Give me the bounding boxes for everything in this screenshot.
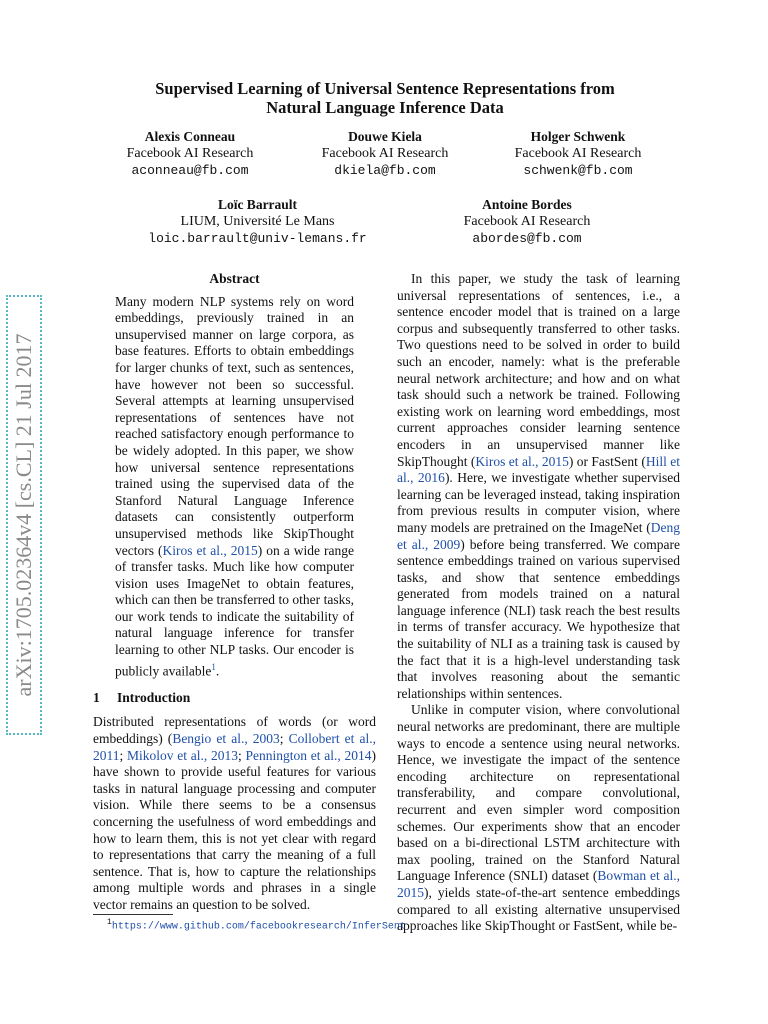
body-text: ). Here, we investigate whether supervised learning can be leveraged instead, taking inspiration from previous results in computer vision, where many models are pretrained on the ImageNet ( <box>397 470 681 535</box>
author-email: schwenk@fb.com <box>523 163 633 178</box>
arxiv-identifier: arXiv:1705.02364v4 [cs.CL] 21 Jul 2017 <box>11 333 36 697</box>
body-paragraph <box>397 702 680 934</box>
author-email: dkiela@fb.com <box>334 163 436 178</box>
arxiv-stamp <box>6 295 42 735</box>
citation-link[interactable]: Pennington et al., 2014 <box>245 747 372 763</box>
intro-paragraph <box>93 714 376 913</box>
citation-link[interactable]: Bengio et al., 2003 <box>172 730 280 746</box>
author-name: Antoine Bordes <box>482 197 572 212</box>
author-email: aconneau@fb.com <box>131 163 249 178</box>
citation-link[interactable]: Deng et al., 2009 <box>397 519 680 552</box>
citation-link[interactable]: Bowman et al., 2015 <box>397 868 680 900</box>
author-name: Holger Schwenk <box>530 129 626 144</box>
citation-link[interactable]: Kiros et al., 2015 <box>475 453 569 469</box>
footnote-rule <box>93 914 173 915</box>
body-text: ) before being transferred. We compare sentence embeddings trained on various supervised tasks, and show that sentence embeddings generated from models trained on a natural language inference (NLI) task reach the best results in terms of transfer accuracy. We hypothesize that the suitability of NLI as a training task is caused by the fact that it is a high-level understanding task that involves reasoning about the semantic relationships within sentences. <box>397 536 680 701</box>
footnote-marker[interactable]: 1 <box>211 661 216 672</box>
left-column <box>93 271 376 913</box>
section-title: Introduction <box>117 689 191 705</box>
citation-link[interactable]: Collobert et al., 2011 <box>93 730 376 763</box>
footnote-number: 1 <box>107 918 112 927</box>
body-text: Unlike in computer vision, where convolutional neural networks are predominant, there are multiple ways to encode a sentence using neural networks. Hence, we investigate the impact of the sentence encoding architecture on representational transferability, and compare convolutional, recurrent and even simpler word composition schemes. Our experiments show that an encoder based on a bi-directional LSTM architecture with max pooling, trained on the Stanford Natural Language Inference (SNLI) dataset ( <box>397 702 680 884</box>
citation-link[interactable]: Hill et al., 2016 <box>397 453 680 486</box>
abstract-text: Many modern NLP systems rely on word embeddings, previously trained in an unsupervised manner on large corpora, as base features. Efforts to obtain embeddings for larger chunks of text, such as sentences, have however not been so successful. Several attempts at learning unsupervised representations of sentences have not reached satisfactory enough performance to be widely adopted. In this paper, we show how universal sentence representations trained using the supervised data of the Stanford Natural Language Inference datasets can consistently outperform unsupervised methods like SkipThought vectors ( <box>115 293 354 558</box>
intro-text: ; <box>119 747 127 763</box>
intro-text: ; <box>279 730 289 746</box>
abstract-text: ) on a wide range of transfer tasks. Much like how computer vision uses ImageNet to obtain features, which can then be transferred to other tasks, our work tends to indicate the suitability of natural language inference for transfer learning to other NLP tasks. Our encoder is publicly available <box>115 542 354 679</box>
author-affiliation: Facebook AI Research <box>321 146 449 161</box>
author-email: abordes@fb.com <box>472 231 582 246</box>
author-name: Alexis Conneau <box>144 129 236 144</box>
paper-title-line-2: Natural Language Inference Data <box>266 98 504 117</box>
body-text: ) or FastSent ( <box>568 453 646 469</box>
author-block <box>492 128 664 179</box>
paper-title-line-1: Supervised Learning of Universal Sentence Representations from <box>155 79 615 98</box>
author-affiliation: LIUM, Université Le Mans <box>180 214 335 229</box>
citation-link[interactable]: Kiros et al., 2015 <box>162 542 258 558</box>
intro-text: Distributed representations of words (or word embeddings) ( <box>93 714 376 746</box>
intro-text: ; <box>237 747 246 763</box>
author-name: Douwe Kiela <box>348 129 422 144</box>
paper-title <box>80 79 690 117</box>
abstract-text: . <box>215 663 220 679</box>
author-affiliation: Facebook AI Research <box>126 146 254 161</box>
author-name: Loïc Barrault <box>217 197 298 212</box>
author-affiliation: Facebook AI Research <box>514 146 642 161</box>
author-block <box>105 128 275 179</box>
body-text: ), yields state-of-the-art sentence embeddings compared to all existing alternative unsupervised approaches like SkipThought or FastSent, while be- <box>397 884 680 934</box>
body-text: In this paper, we study the task of learning universal representations of sentences, i.e., a sentence encoder model that is trained on a large corpus and subsequently transferred to other tasks. Two questions need to be solved in order to build such an encoder, namely: what is the preferable neural network architecture; and how and on what task should such a network be trained. Following existing work on learning word embeddings, most current approaches consider learning sentence encoders in an unsupervised manner like SkipThought ( <box>397 271 680 469</box>
author-block <box>120 196 395 247</box>
author-block <box>300 128 470 179</box>
footnote-url-link[interactable]: https://www.github.com/facebookresearch/InferSent <box>111 921 406 933</box>
right-column <box>397 271 680 935</box>
author-block <box>432 196 622 247</box>
citation-link[interactable]: Mikolov et al., 2013 <box>127 747 238 763</box>
footnote <box>107 918 406 932</box>
intro-text: ) have shown to provide useful features for various tasks in natural language processing and computer vision. While there seems to be a consensus concerning the usefulness of word embeddings and how to learn them, this is not yet clear with regard to representations that carry the meaning of a full sentence. That is, how to capture the relationships among multiple words and phrases in a single vector remains an question to be solved. <box>93 747 376 912</box>
body-paragraph <box>397 271 680 702</box>
author-affiliation: Facebook AI Research <box>463 214 591 229</box>
abstract-body <box>115 294 354 680</box>
author-email: loic.barrault@univ-lemans.fr <box>148 231 367 246</box>
section-number: 1 <box>93 689 100 705</box>
section-heading <box>93 690 376 707</box>
abstract-heading: Abstract <box>209 271 260 286</box>
